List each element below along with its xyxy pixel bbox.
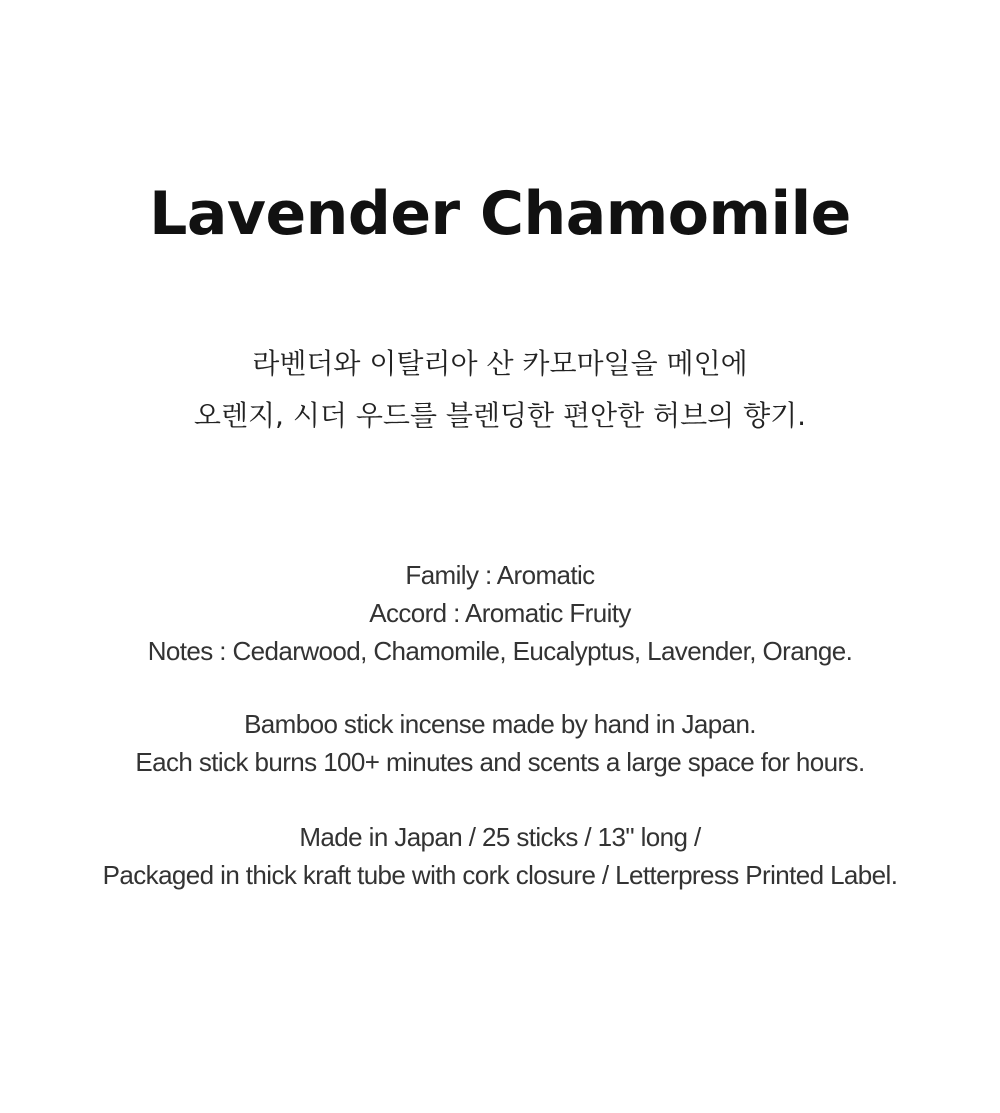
scent-info: [0, 556, 1000, 670]
korean-description: [0, 338, 1000, 442]
product-title: Lavender Chamomile: [149, 179, 851, 249]
family-text: Family : Aromatic: [405, 560, 595, 590]
incense-info-line: Each stick burns 100+ minutes and scents a large space for hours.: [135, 747, 865, 777]
product-specs-line: Made in Japan / 25 sticks / 13" long /: [299, 822, 701, 852]
product-specs: [0, 818, 1000, 894]
korean-description-line: 라벤더와 이탈리아 산 카모마일을 메인에: [252, 347, 748, 380]
accord-text: Accord : Aromatic Fruity: [369, 598, 631, 628]
korean-description-line: 오렌지, 시더 우드를 블렌딩한 편안한 허브의 향기.: [193, 399, 807, 432]
incense-info-line: Bamboo stick incense made by hand in Japan.: [244, 709, 756, 739]
notes-text: Notes : Cedarwood, Chamomile, Eucalyptus, Lavender, Orange.: [147, 636, 853, 666]
product-specs-line: Packaged in thick kraft tube with cork closure / Letterpress Printed Label.: [102, 860, 898, 890]
incense-info: [0, 705, 1000, 781]
